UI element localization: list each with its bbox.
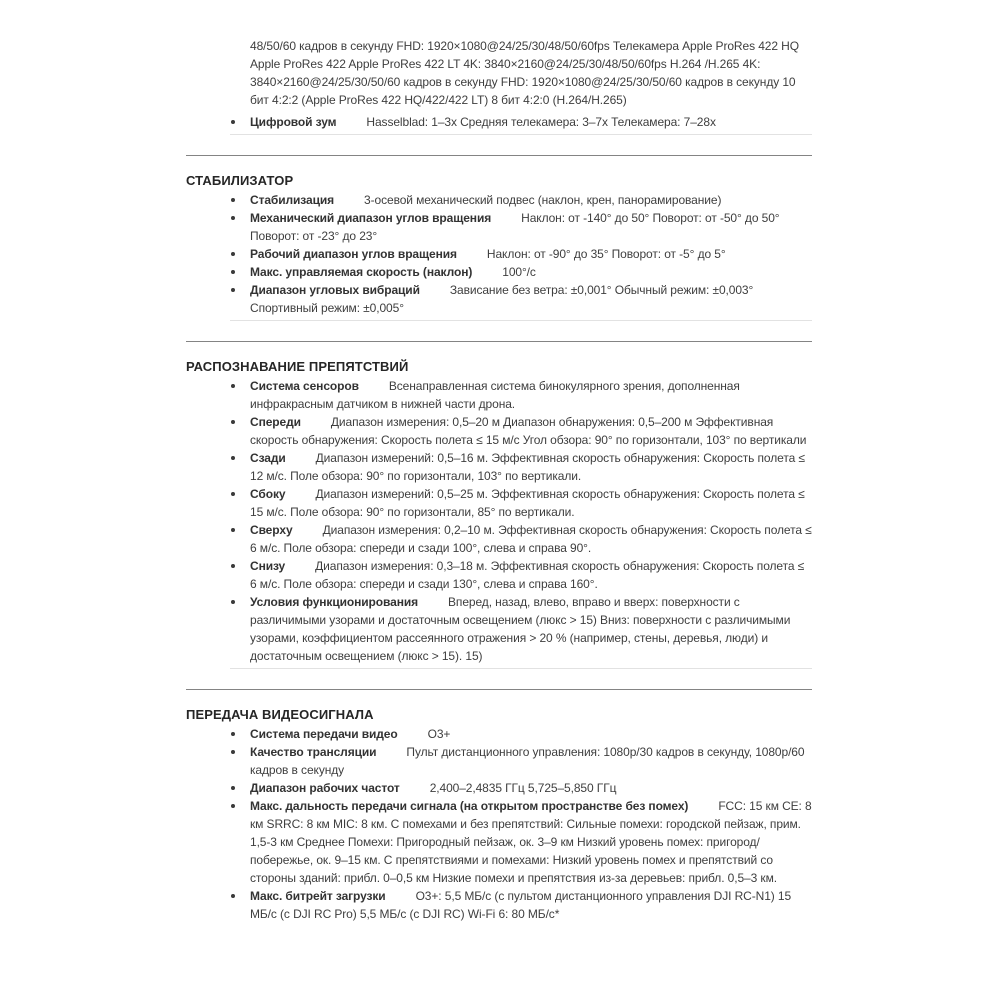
bullet-icon bbox=[231, 732, 235, 736]
spec-item-forward bbox=[186, 413, 812, 449]
section-video-transmission bbox=[186, 706, 812, 923]
bullet-icon bbox=[231, 750, 235, 754]
spec-item-backward bbox=[186, 449, 812, 485]
spec-value: Hasselblad: 1–3x Средняя телекамера: 3–7x Телекамера: 7–28x bbox=[366, 115, 716, 129]
spec-label: Снизу bbox=[250, 559, 286, 573]
bullet-icon bbox=[231, 198, 235, 202]
continued-spec-text: 48/50/60 кадров в секунду FHD: 1920×1080@24/25/30/48/50/60fps Телекамера Apple ProRes 422 HQ Apple ProRes 422 Apple ProRes 422 LT 4K: 3840×2160@24/25/30/48/50/60fps H.264 /H.265 4K: 3840×2160@24/25/30/50/60 кадров в секунду FHD: 1920×1080@24/25/30/50/60 кадров в секунду 10 бит 4:2:2 (Apple ProRes 422 HQ/422/422 LT) 8 бит 4:2:0 (H.264/H.265) bbox=[250, 39, 799, 107]
spec-item-vibration-range bbox=[186, 281, 812, 317]
bullet-icon bbox=[231, 600, 235, 604]
bullet-icon bbox=[231, 252, 235, 256]
spec-label: Сзади bbox=[250, 451, 286, 465]
bullet-icon bbox=[231, 420, 235, 424]
spec-item-mechanical-range bbox=[186, 209, 812, 245]
spec-label: Диапазон угловых вибраций bbox=[250, 283, 420, 297]
spec-value: Диапазон измерений: 0,5–25 м. Эффективная скорость обнаружения: Скорость полета ≤ 15 м/с. Поле обзора: 90° по горизонтали, 85° по вертикали. bbox=[250, 487, 805, 519]
bullet-icon bbox=[231, 492, 235, 496]
spec-label: Качество трансляции bbox=[250, 745, 377, 759]
spec-item-lateral bbox=[186, 485, 812, 521]
section-divider bbox=[186, 689, 812, 690]
spec-value: Вперед, назад, влево, вправо и вверх: поверхности с различимыми узорами и достаточным освещением (люкс > 15) Вниз: поверхности с различимыми узорами, коэффициентом рассеянного отражения > 20 % (например, стены, деревья, люди) и достаточным освещением (люкс > 15). 15) bbox=[250, 595, 791, 663]
spec-label: Стабилизация bbox=[250, 193, 335, 207]
spec-value: O3+: 5,5 МБ/с (с пультом дистанционного управления DJI RC-N1) 15 МБ/с (с DJI RC Pro) 5,5 МБ/с (с DJI RC) Wi-Fi 6: 80 МБ/с* bbox=[250, 889, 792, 921]
spec-value: Наклон: от -90° до 35° Поворот: от -5° до 5° bbox=[486, 247, 726, 261]
spec-item-max-download-bitrate bbox=[186, 887, 812, 923]
spec-value: Диапазон измерения: 0,5–20 м Диапазон обнаружения: 0,5–200 м Эффективная скорость обнаружения: Скорость полета ≤ 15 м/с Угол обзора: 90° по горизонтали, 103° по вертикали bbox=[250, 415, 807, 447]
row-divider bbox=[230, 320, 812, 321]
spec-value: 3-осевой механический подвес (наклон, крен, панорамирование) bbox=[364, 193, 722, 207]
spec-value: Зависание без ветра: ±0,001° Обычный режим: ±0,003° Спортивный режим: ±0,005° bbox=[250, 283, 754, 315]
bullet-icon bbox=[231, 384, 235, 388]
spec-list bbox=[186, 113, 812, 131]
spec-label: Макс. битрейт загрузки bbox=[250, 889, 386, 903]
spec-value: Наклон: от -140° до 50° Поворот: от -50° до 50° Поворот: от -23° до 23° bbox=[250, 211, 780, 243]
section-camera-continued bbox=[186, 37, 812, 135]
spec-item-live-view-quality bbox=[186, 743, 812, 779]
spec-value: Всенаправленная система бинокулярного зрения, дополненная инфракрасным датчиком в нижней части дрона. bbox=[250, 379, 740, 411]
bullet-icon bbox=[231, 120, 235, 124]
spec-label: Система передачи видео bbox=[250, 727, 398, 741]
bullet-icon bbox=[231, 288, 235, 292]
row-divider bbox=[230, 134, 812, 135]
spec-value: O3+ bbox=[427, 727, 451, 741]
section-heading: РАСПОЗНАВАНИЕ ПРЕПЯТСТВИЙ bbox=[186, 359, 409, 374]
spec-value: Диапазон измерений: 0,5–16 м. Эффективная скорость обнаружения: Скорость полета ≤ 12 м/с. Поле обзора: 90° по горизонтали, 103° по вертикали. bbox=[250, 451, 805, 483]
spec-value: 2,400–2,4835 ГГц 5,725–5,850 ГГц bbox=[429, 781, 617, 795]
section-heading: СТАБИЛИЗАТОР bbox=[186, 173, 294, 188]
spec-label: Система сенсоров bbox=[250, 379, 359, 393]
bullet-icon bbox=[231, 456, 235, 460]
spec-item-sensor-system bbox=[186, 377, 812, 413]
spec-list bbox=[186, 377, 812, 665]
spec-value: Диапазон измерения: 0,2–10 м. Эффективная скорость обнаружения: Скорость полета ≤ 6 м/с. Поле обзора: спереди и сзади 100°, слева и справа 90°. bbox=[250, 523, 812, 555]
spec-label: Сверху bbox=[250, 523, 293, 537]
spec-item-digital-zoom bbox=[186, 113, 812, 131]
spec-label: Макс. дальность передачи сигнала (на открытом пространстве без помех) bbox=[250, 799, 689, 813]
spec-item-max-transmission-distance bbox=[186, 797, 812, 887]
section-stabilizer bbox=[186, 172, 812, 321]
spec-label: Механический диапазон углов вращения bbox=[250, 211, 492, 225]
spec-label: Сбоку bbox=[250, 487, 286, 501]
spec-document bbox=[186, 37, 812, 923]
spec-label: Диапазон рабочих частот bbox=[250, 781, 400, 795]
spec-value: FCC: 15 км CE: 8 км SRRC: 8 км MIC: 8 км. С помехами и без препятствий: Сильные помехи: городской пейзаж, прим. 1,5-3 км Среднее Помехи: Пригородный пейзаж, ок. 3–9 км Низкий уровень помех: пригород/побережье, ок. 9–15 км. С препятствиями и помехами: Низкий уровень помех и препятствий со стороны зданий: прибл. 0–0,5 км Низкие помехи и препятствия из-за деревьев: прибл. 0,5–3 км. bbox=[250, 799, 812, 885]
section-divider bbox=[186, 155, 812, 156]
spec-item-upward bbox=[186, 521, 812, 557]
spec-item-stabilization bbox=[186, 191, 812, 209]
section-heading: ПЕРЕДАЧА ВИДЕОСИГНАЛА bbox=[186, 707, 374, 722]
spec-item-transmission-system bbox=[186, 725, 812, 743]
bullet-icon bbox=[231, 894, 235, 898]
spec-list bbox=[186, 725, 812, 923]
spec-item-max-control-speed bbox=[186, 263, 812, 281]
spec-value: Пульт дистанционного управления: 1080p/30 кадров в секунду, 1080p/60 кадров в секунду bbox=[250, 745, 805, 777]
spec-item-frequency-range bbox=[186, 779, 812, 797]
spec-value: Диапазон измерения: 0,3–18 м. Эффективная скорость обнаружения: Скорость полета ≤ 6 м/с. Поле обзора: спереди и сзади 130°, слева и справа 160°. bbox=[250, 559, 805, 591]
spec-label: Условия функционирования bbox=[250, 595, 419, 609]
bullet-icon bbox=[231, 270, 235, 274]
row-divider bbox=[230, 668, 812, 669]
spec-list bbox=[186, 191, 812, 317]
section-divider bbox=[186, 341, 812, 342]
bullet-icon bbox=[231, 216, 235, 220]
spec-label: Цифровой зум bbox=[250, 115, 337, 129]
spec-value: 100°/с bbox=[502, 265, 536, 279]
bullet-icon bbox=[231, 564, 235, 568]
section-obstacle-sensing bbox=[186, 358, 812, 669]
spec-label: Спереди bbox=[250, 415, 301, 429]
spec-label: Макс. управляемая скорость (наклон) bbox=[250, 265, 473, 279]
spec-label: Рабочий диапазон углов вращения bbox=[250, 247, 457, 261]
spec-item-downward bbox=[186, 557, 812, 593]
bullet-icon bbox=[231, 786, 235, 790]
bullet-icon bbox=[231, 804, 235, 808]
spec-item-operating-conditions bbox=[186, 593, 812, 665]
bullet-icon bbox=[231, 528, 235, 532]
spec-item-controllable-range bbox=[186, 245, 812, 263]
